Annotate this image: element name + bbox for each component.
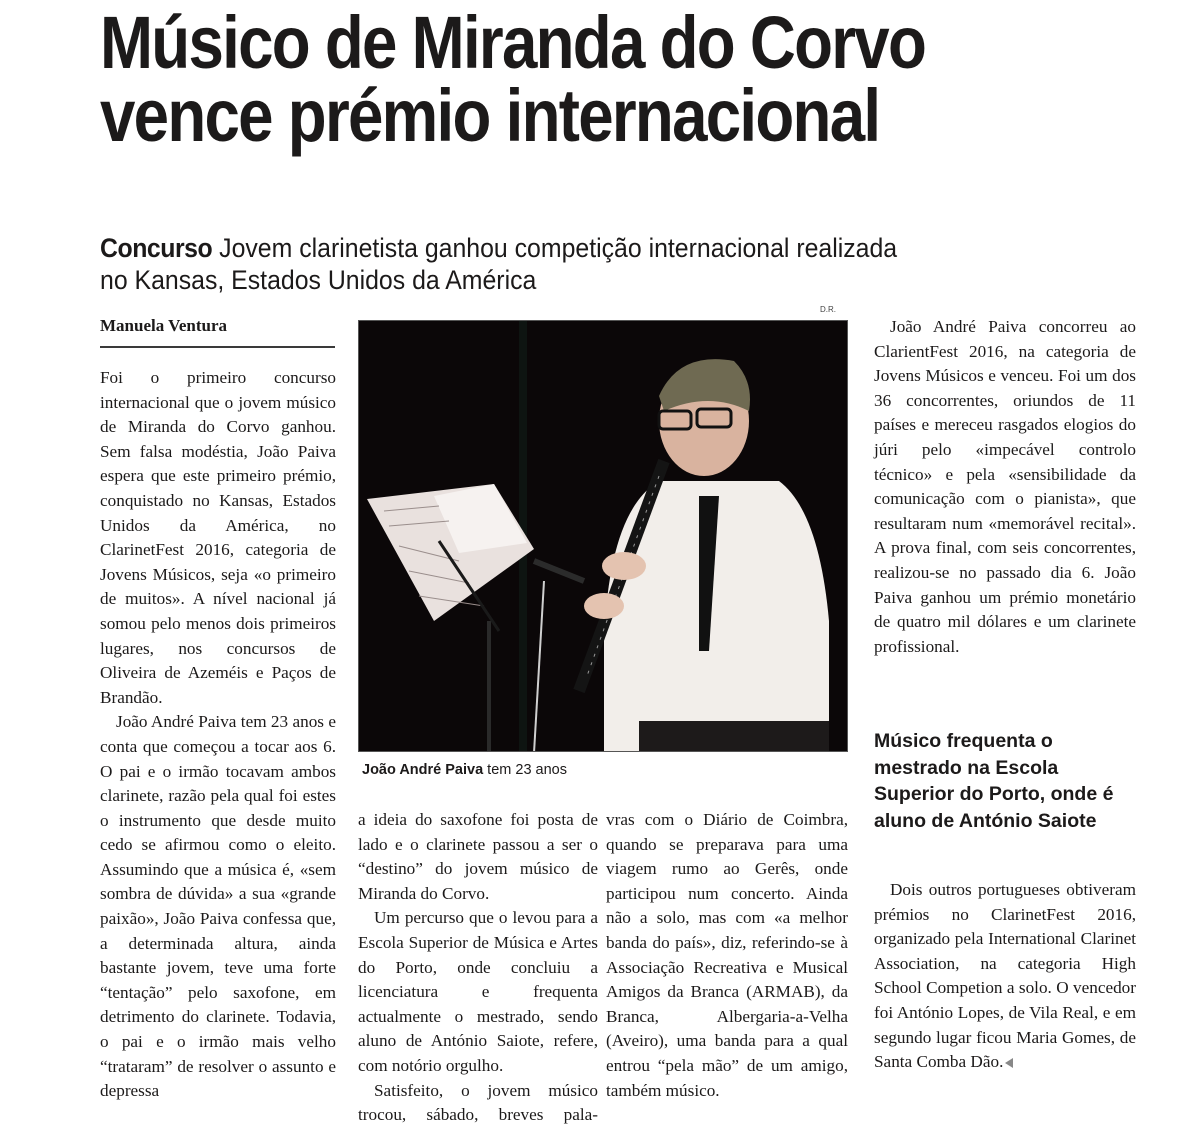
body-column-2 — [358, 808, 598, 1128]
headline-line-1: Músico de Miranda do Corvo — [100, 1, 926, 84]
body-column-3 — [606, 808, 848, 1103]
headline-line-2: vence prémio internacional — [100, 74, 880, 157]
end-mark-icon — [1005, 1058, 1013, 1068]
subheading: Músico frequenta o mestrado na Escola Superior do Porto, onde é aluno de António Saiote — [874, 730, 1114, 832]
caption-text: tem 23 anos — [483, 762, 567, 778]
paragraph: vras com o Diário de Coimbra, quando se preparava para uma viagem rumo ao Gerês, onde participou num concerto. Ainda não a solo, mas com «a melhor banda do país», diz, referindo-se à Associação Recreativa e Musical Amigos da Branca (ARMAB), da Branca, Albergaria-a-Velha (Aveiro), uma banda para a qual entrou “pela mão” de um amigo, também músico. — [606, 810, 848, 1100]
photo-illustration — [359, 321, 848, 752]
subtitle-text: Jovem clarinetista ganhou competição internacional realizada — [212, 233, 898, 263]
paragraph: João André Paiva tem 23 anos e conta que começou a tocar aos 6. O pai e o irmão tocavam ambos clarinete, razão pela qual foi estes o instrumento que desde muito cedo se afirmou como o eleito. Assumindo que a música é, «sem sombra de dúvida» a sua «grande paixão», João Paiva confessa que, a determinada altura, ainda bastante jovem, teve uma forte “tentação” pelo saxofone, em detrimento do clarinete. Todavia, o pai e o irmão mais velho “trataram” de resolver o assunto e depressa — [100, 712, 336, 1101]
paragraph-text: Dois outros portugueses obtiveram prémios no ClarinetFest 2016, organizado pela International Clarinet Association, na categoria High School Competion a solo. O vencedor foi António Lopes, de Vila Real, e em segundo lugar ficou Maria Gomes, de Santa Comba Dão. — [874, 880, 1136, 1072]
paragraph: Satisfeito, o jovem músico trocou, sábado, breves pala- — [358, 1080, 598, 1125]
photo-clarinetist — [358, 320, 848, 752]
body-column-4-continued — [874, 878, 1136, 1075]
author-byline: Manuela Ventura — [100, 316, 335, 348]
body-column-1 — [100, 366, 336, 1104]
paragraph: a ideia do saxofone foi posta de lado e o clarinete passou a ser o “destino” do jovem músico de Miranda do Corvo. — [358, 810, 598, 903]
paragraph — [874, 878, 1136, 1075]
photo-credit: D.R. — [820, 305, 836, 314]
paragraph: Foi o primeiro concurso internacional que o jovem músico de Miranda do Corvo ganhou. Sem falsa modéstia, João Paiva espera que este primeiro prémio, conquistado no Kansas, Estados Unidos da América, no ClarinetFest 2016, categoria de Jovens Músicos, seja «o primeiro de muitos». A nível nacional já somou pelo menos dois primeiros lugares, nos concursos de Oliveira de Azeméis e Paços de Brandão. — [100, 368, 336, 707]
paragraph: João André Paiva concorreu ao ClarientFest 2016, na categoria de Jovens Músicos e venceu. Foi um dos 36 concorrentes, oriundos de 11 países e mereceu rasgados elogios do júri pelo «impecável controlo técnico» e pela «sensibilidade da comunicação com o pianista», que resultaram num «memorável recital». A prova final, com seis concorrentes, realizou-se no passado dia 6. João Paiva ganhou um prémio monetário de quatro mil dólares e um clarinete profissional. — [874, 317, 1136, 656]
photo-caption — [362, 762, 567, 778]
body-column-4 — [874, 315, 1136, 659]
subtitle — [100, 232, 1020, 296]
subtitle-text-line-2: no Kansas, Estados Unidos da América — [100, 265, 537, 295]
paragraph: Um percurso que o levou para a Escola Superior de Música e Artes do Porto, onde concluiu a licenciatura e frequenta actualmente o mestrado, sendo aluno de António Saiote, refere, com notório orgulho. — [358, 908, 598, 1075]
caption-name: João André Paiva — [362, 762, 484, 778]
kicker: Concurso — [100, 233, 213, 263]
headline — [100, 1, 1012, 157]
